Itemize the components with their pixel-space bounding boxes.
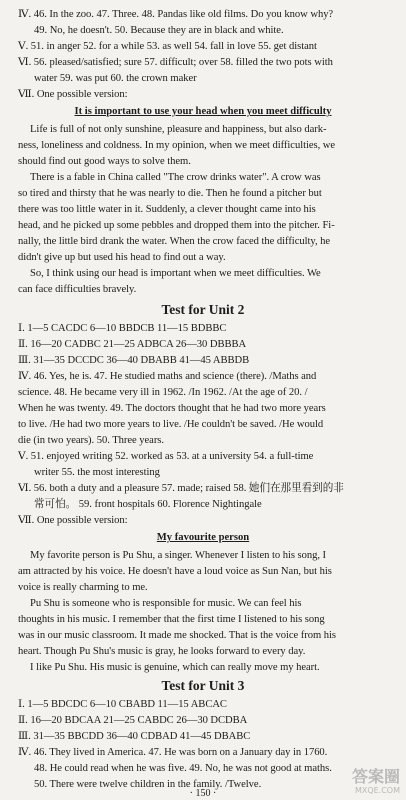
essay-title: My favourite person [156,532,250,543]
essay-line: Pu Shu is someone who is responsible for music. We can feel his [30,598,302,609]
essay-line: so tired and thirsty that he was nearly to die. Then he found a pitcher but [18,188,322,199]
essay-line: voice is really charming to me. [18,582,148,593]
answer-line: Ⅵ. 56. both a duty and a pleasure 57. made; raised 58. 她们在那里看到的非 [18,483,344,494]
section-title: Test for Unit 3 [161,678,245,693]
essay-title: It is important to use your head when you meet difficulty [74,106,332,117]
answer-line: When he was twenty. 49. The doctors thought that he had two more years [18,403,326,414]
essay-line: should find out good ways to solve them. [18,156,191,167]
answer-line: Ⅴ. 51. enjoyed writing 52. worked as 53. at a university 54. a full-time [18,451,314,462]
essay-line: nally, the little bird drank the water. When the crow faced the difficulty, he [18,236,331,247]
essay-line: can face difficulties bravely. [18,284,137,295]
essay-line: Life is full of not only sunshine, pleasure and happiness, but also dark- [30,124,327,135]
essay-line: My favorite person is Pu Shu, a singer. Whenever I listen to his song, I [30,550,327,561]
essay-line: heart. Though Pu Shu's music is gray, he looks forward to every day. [18,646,306,657]
essay-line: So, I think using our head is important when we meet difficulties. We [30,268,321,279]
answer-line: Ⅴ. 51. in anger 52. for a while 53. as well 54. fall in love 55. get distant [18,41,317,52]
answer-line: Ⅵ. 56. pleased/satisfied; sure 57. difficult; over 58. filled the two pots with [18,57,333,68]
answer-line: Ⅶ. One possible version: [18,89,128,100]
answer-line: Ⅱ. 16—20 BDCAA 21—25 CABDC 26—30 DCDBA [18,715,248,726]
answer-line: to live. /He had two more years to live. /He couldn't be saved. /He would [18,419,324,430]
answer-line: Ⅰ. 1—5 BDCDC 6—10 CBABD 11—15 ABCAC [18,699,227,710]
answer-line: science. 48. He became very ill in 1962. /In 1962. /At the age of 20. / [18,387,308,398]
essay-line: was in our music classroom. It made me shocked. That is the voice from his [18,630,336,641]
answer-line: Ⅳ. 46. In the zoo. 47. Three. 48. Pandas like old films. Do you know why? [18,9,334,20]
answer-line: Ⅳ. 46. They lived in America. 47. He was born on a January day in 1760. [18,747,328,758]
answer-line: Ⅳ. 46. Yes, he is. 47. He studied maths and science (there). /Maths and [18,371,317,382]
answer-line: Ⅲ. 31—35 BBCDD 36—40 CDBAD 41—45 DBABC [18,731,251,742]
answer-line: writer 55. the most interesting [34,467,160,478]
essay-line: I like Pu Shu. His music is genuine, which can really move my heart. [30,662,320,673]
answer-line: Ⅰ. 1—5 CACDC 6—10 BBDCB 11—15 BDBBC [18,323,227,334]
essay-line: thoughts in his music. I remember that the first time I listened to his song [18,614,325,625]
answer-line: Ⅶ. One possible version: [18,515,128,526]
section-title: Test for Unit 2 [161,302,245,317]
answer-line: water 59. was put 60. the crown maker [34,73,197,84]
answer-line: 48. He could read when he was five. 49. No, he was not good at maths. [34,763,332,774]
essay-line: didn't give up but used his head to find out a way. [18,252,226,263]
answer-line: 常可怕。 59. front hospitals 60. Florence Nightingale [34,499,262,510]
answer-line: 49. No, he doesn't. 50. Because they are in black and white. [34,25,284,36]
answer-line: die (in two years). 50. Three years. [18,435,164,446]
essay-line: there was too little water in it. Suddenly, a clever thought came into his [18,204,316,215]
answer-line: Ⅱ. 16—20 CADBC 21—25 ADBCA 26—30 DBBBA [18,339,247,350]
essay-line: am attracted by his voice. He doesn't have a loud voice as Sun Nan, but his [18,566,332,577]
essay-line: head, and he picked up some pebbles and dropped them into the pitcher. Fi- [18,220,335,231]
watermark-sub: 答案圈 [351,767,400,786]
essay-line: There is a fable in China called "The crow drinks water". A crow was [30,172,321,183]
answer-line: 50. There were twelve children in the family. /Twelve. [34,779,262,790]
watermark-text: MXQE.COM [354,786,400,795]
page-number: · 150 · [189,788,217,799]
answer-line: Ⅲ. 31—35 DCCDC 36—40 DBABB 41—45 ABBDB [18,355,250,366]
essay-line: ness, loneliness and coldness. In my opinion, when we meet difficulties, we [18,140,336,151]
